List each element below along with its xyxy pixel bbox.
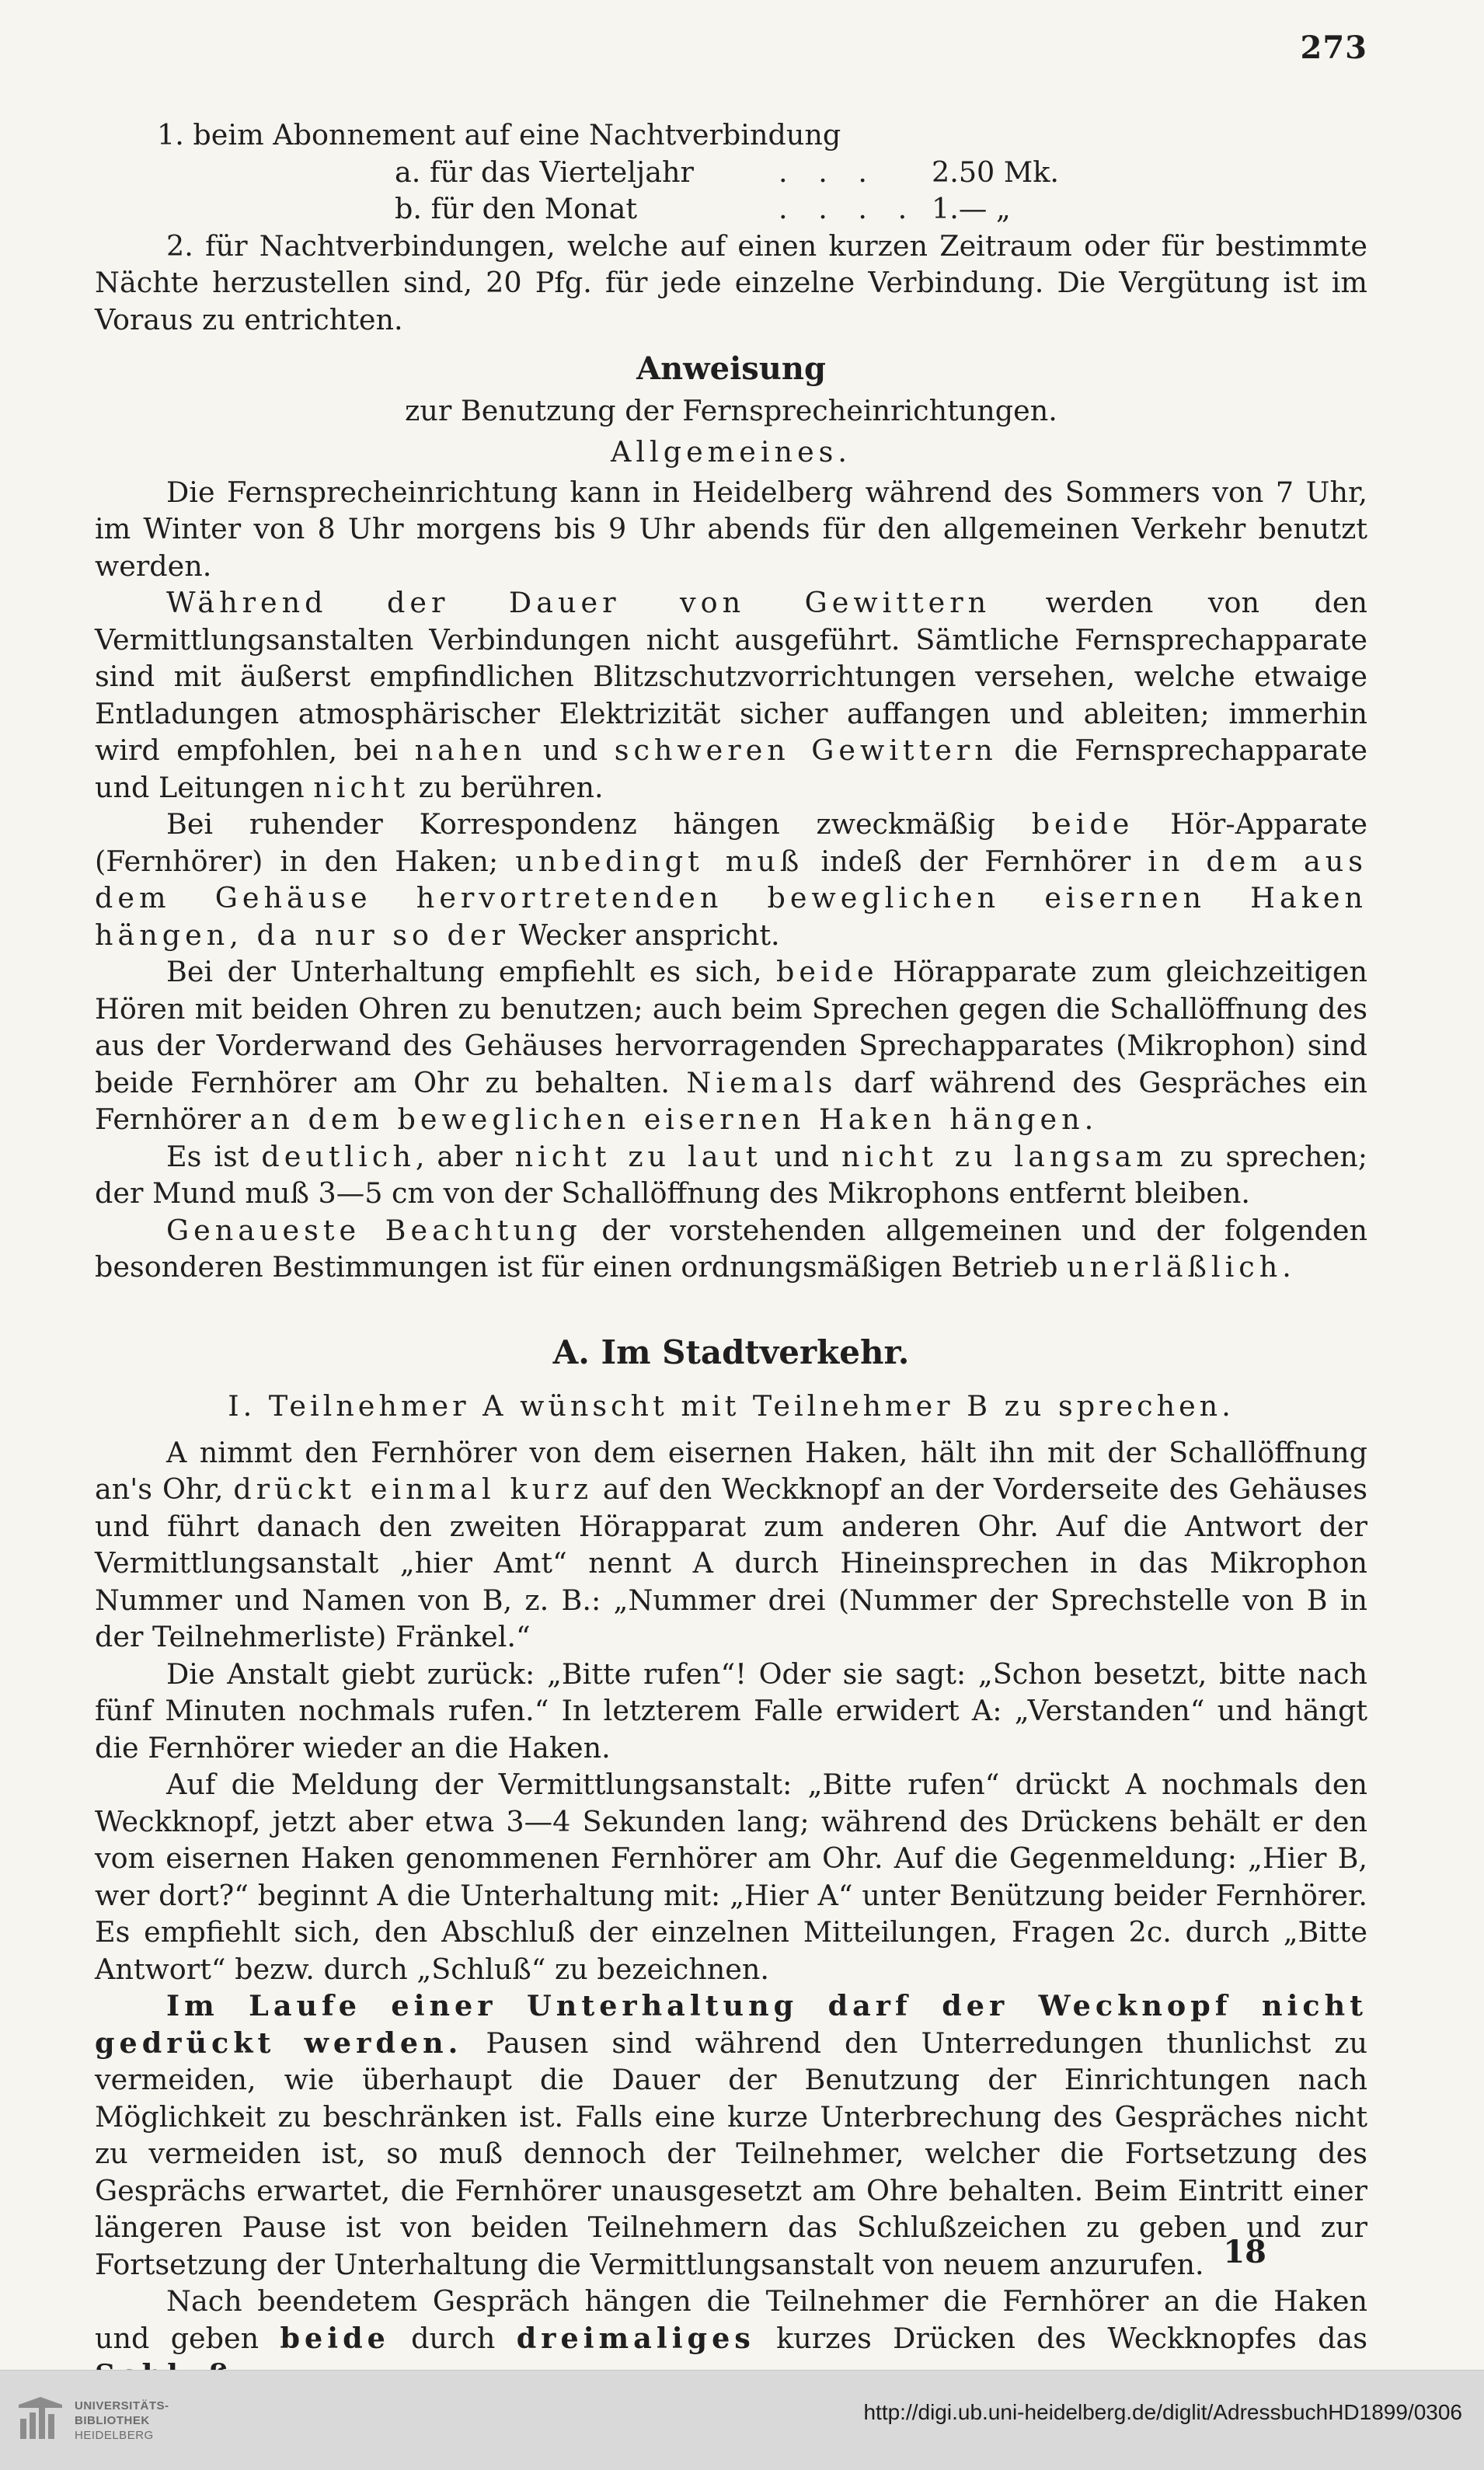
page-body [95,117,1367,2394]
paragraph-anruf: A nimmt den Fernhörer von dem eisernen Haken, hält ihn mit der Schallöffnung an's Ohr, drückt einmal kurz auf den Weckknopf an der Vorderseite des Gehäuses und führt danach den zweiten Hörapparat zum anderen Ohr. Auf die Antwort der Vermittlungsanstalt „hier Amt“ nennt A durch Hineinsprechen in das Mikrophon Nummer und Namen von B, z. B.: „Nummer drei (Nummer der Sprechstelle von B in der Teilnehmerliste) Fränkel.“ [95,1435,1367,1653]
paragraph-unterhaltung: Bei der Unterhaltung empfiehlt es sich, beide Hörapparate zum gleichzeitigen Hören mit beiden Ohren zu benutzen; auch beim Sprechen gegen die Schallöffnung des aus der Vorderwand des Gehäuses hervorragenden Sprechapparates (Mikrophon) sind beide Fernhörer am Ohr zu behalten. Niemals darf während des Gespräches ein Fernhörer an dem beweglichen eisernen Haken hängen. [95,955,1367,1136]
paragraph-sprechen: Es ist deutlich, aber nicht zu laut und nicht zu langsam zu sprechen; der Mund muß 3—5 cm von der Schallöffnung des Mikrophons entfernt bleiben. [95,1139,1368,1210]
library-name-line-2: BIBLIOTHEK [75,2414,150,2427]
tarif-line-b [95,190,1367,228]
source-url-link[interactable]: http://digi.ub.uni-heidelberg.de/diglit/AdressbuchHD1899/0306 [863,2400,1462,2424]
paragraph-meldung: Auf die Meldung der Vermittlungsanstalt: „Bitte rufen“ drückt A nochmals den Weckknopf, jetzt aber etwa 3—4 Sekunden lang; während des Drückens behält er den vom eisernen Haken genommenen Fernhörer am Ohr. Auf die Gegenmeldung: „Hier B, wer dort?“ beginnt A die Unterhaltung mit: „Hier A“ unter Benützung beider Fernhörer. Es empfiehlt sich, den Abschluß der einzelnen Mitteilungen, Fragen 2c. durch „Bitte Antwort“ bezw. durch „Schluß“ zu bezeichnen. [95,1768,1367,1986]
heading-stadtverkehr: A. Im Stadtverkehr. [552,1333,910,1371]
tarif-a-label: a. für das Vierteljahr [395,155,694,189]
section-title-anweisung: Anweisung [636,350,826,387]
library-name-line-3: HEIDELBERG [75,2429,154,2442]
paragraph-korrespondenz: Bei ruhender Korrespondenz hängen zweckmäßig beide Hör-Apparate (Fernhörer) in den Haken; unbedingt muß indeß der Fernhörer in dem aus dem Gehäuse hervortretenden beweglichen eisernen Haken hängen, da nur so der Wecker anspricht. [95,807,1368,952]
library-footer [0,2370,1484,2470]
paragraph-laufe: Im Laufe einer Unterhaltung darf der Wecknopf nicht gedrückt werden. Pausen sind während den Unterredungen thunlichst zu vermeiden, wie überhaupt die Dauer der Benutzung der Einrichtungen nach Möglichkeit zu beschränken ist. Falls eine kurze Unterbrechung des Gespräches nicht zu vermeiden ist, so muß dennoch der Teilnehmer, welcher die Fortsetzung des Gesprächs erwartet, die Fernhörer unausgesetzt am Ohre behalten. Beim Eintritt einer längeren Pause ist von beiden Teilnehmern das Schlußzeichen zu geben und zur Fortsetzung der Unterhaltung die Vermittlungsanstalt von neuem anzurufen. [95,1989,1368,2281]
tarif-a-value: 2.50 Mk. [932,155,1059,189]
paragraph-anstalt: Die Anstalt giebt zurück: „Bitte rufen“! Oder sie sagt: „Schon besetzt, bitte nach fünf Minuten nochmals rufen.“ In letzterem Falle erwidert A: „Verstanden“ und hängt die Fernhörer wieder an die Haken. [95,1657,1367,1765]
university-library-logo-icon [16,2395,65,2445]
heading-allgemeines: Allgemeines. [611,435,852,469]
tarif-b-label: b. für den Monat [395,192,637,225]
paragraph-gewitter: Während der Dauer von Gewittern werden von den Vermittlungsanstalten Verbindungen nicht ausgeführt. Sämtliche Fernsprechapparate sind mit äußerst empfindlichen Blitzschutzvorrichtungen versehen, welche etwaige Entladungen atmosphärischer Elektrizität sicher auffangen und ableiten; immerhin wird empfohlen, bei nahen und schweren Gewittern die Fernsprechapparate und Leitungen nicht zu berühren. [95,586,1367,804]
paragraph-hours: Die Fernsprecheinrichtung kann in Heidelberg während des Sommers von 7 Uhr, im Winter von 8 Uhr morgens bis 9 Uhr abends für den allgemeinen Verkehr benutzt werden. [95,475,1367,583]
paragraph-beachtung: Genaueste Beachtung der vorstehenden allgemeinen und der folgenden besonderen Bestimmungen ist für einen ordnungsmäßigen Betrieb unerläßlich. [95,1213,1367,1284]
tarif-b-value: 1.— „ [932,192,1011,225]
library-name-line-1: UNIVERSITÄTS- [75,2399,169,2413]
subheading-teilnehmer: I. Teilnehmer A wünscht mit Teilnehmer B zu sprechen. [228,1389,1235,1423]
tarif-item-1: 1. beim Abonnement auf eine Nachtverbindung [157,118,841,152]
signature-mark: 18 [1223,2234,1266,2270]
tarif-line-a [95,154,1367,191]
tarif-b-dots: . . . . [779,192,918,225]
tarif-item-2: 2. für Nachtverbindungen, welche auf einen kurzen Zeitraum oder für bestimmte Nächte herzustellen sind, 20 Pfg. für jede einzelne Verbindung. Die Vergütung ist im Voraus zu entrichten. [95,228,1367,336]
page-number: 273 [1300,30,1367,66]
paragraph-schluss: Nach beendetem Gespräch hängen die Teilnehmer die Fernhörer an die Haken und geben beide durch dreimaliges kurzes Drücken des Weckknopfes das [95,2284,1368,2355]
library-name [75,2399,169,2443]
section-subtitle: zur Benutzung der Fernsprecheinrichtungen. [405,393,1057,427]
tarif-a-dots: . . . [779,155,879,189]
